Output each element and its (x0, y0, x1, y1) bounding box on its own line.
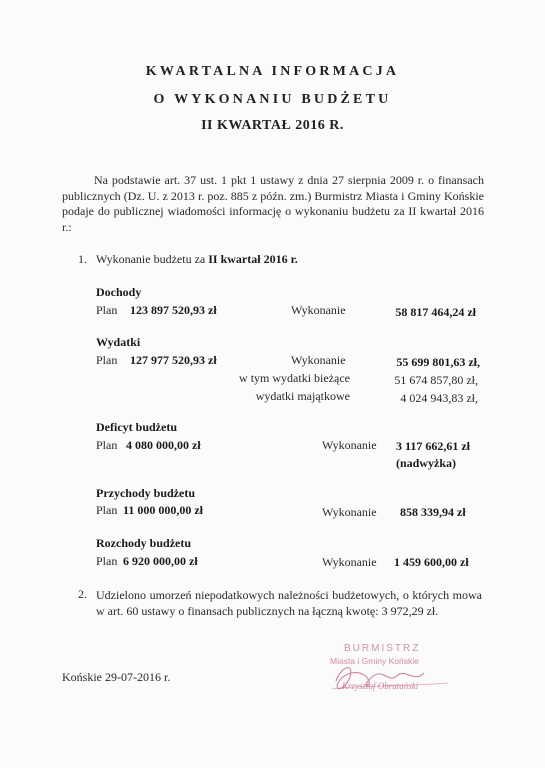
dochody-exec-label: Wykonanie (291, 303, 346, 317)
rozchody-plan-value: 6 920 000,00 zł (123, 554, 198, 568)
wydatki-heading: Wydatki (96, 335, 141, 349)
wydatki-majatkowe-label: wydatki majątkowe (255, 389, 350, 403)
dochody-plan-value: 123 897 520,93 zł (130, 303, 217, 317)
item1-text-bold: II kwartał 2016 r. (208, 252, 298, 266)
rozchody-plan-label: Plan (96, 554, 118, 568)
wydatki-biezace-label: w tym wydatki bieżące (239, 371, 350, 385)
item1-text (96, 252, 298, 267)
przychody-exec-label: Wykonanie (322, 505, 377, 519)
wydatki-biezace-value: 51 674 857,80 zł, (394, 373, 478, 387)
document-title-line2: O WYKONANIU BUDŻETU (153, 92, 392, 107)
deficyt-exec-value: 3 117 662,61 zł (396, 439, 470, 453)
item1-number: 1. (78, 252, 87, 266)
dochody-exec-value: 58 817 464,24 zł (395, 305, 476, 319)
dochody-plan-label: Plan (96, 303, 118, 317)
wydatki-majatkowe-value: 4 024 943,83 zł, (400, 391, 478, 405)
stamp-line2: Miasta i Gminy Końskie (330, 656, 419, 666)
przychody-heading: Przychody budżetu (96, 486, 195, 500)
przychody-plan-value: 11 000 000,00 zł (123, 503, 203, 517)
stamp-title: BURMISTRZ (344, 643, 421, 654)
item2-text: Udzielono umorzeń niepodatkowych należności budżetowych, o których mowa w art. 60 ustawy o finansach publicznych na łączną kwotę: 3 972,29 zł. (96, 588, 482, 618)
rozchody-exec-label: Wykonanie (322, 555, 377, 569)
document-title-line3: II KWARTAŁ 2016 R. (201, 118, 344, 133)
intro-text: Na podstawie art. 37 ust. 1 pkt 1 ustawy z dnia 27 sierpnia 2009 r. o finansach publicznych (Dz. U. z 2013 r. poz. 885 z późn. zm.) Burmistrz Miasta i Gminy Końskie podaje do publicznej wiadomości informację o wykonaniu budżetu za II kwartał 2016 r.: (62, 173, 484, 234)
official-stamp (330, 643, 460, 695)
deficyt-heading: Deficyt budżetu (96, 420, 177, 434)
wydatki-exec-label: Wykonanie (291, 353, 346, 367)
rozchody-exec-value: 1 459 600,00 zł (394, 555, 469, 569)
rozchody-heading: Rozchody budżetu (96, 536, 192, 550)
deficyt-exec-label: Wykonanie (322, 438, 377, 452)
stamp-signature-name: Krzysztof Obratański (342, 681, 419, 691)
przychody-exec-value: 858 339,94 zł (400, 505, 466, 519)
deficyt-plan-label: Plan (96, 438, 118, 452)
wydatki-exec-value: 55 699 801,63 zł, (396, 355, 480, 369)
deficyt-plan-value: 4 080 000,00 zł (126, 438, 201, 452)
dochody-heading: Dochody (96, 285, 142, 299)
item1-text-prefix: Wykonanie budżetu za (96, 252, 209, 266)
przychody-plan-label: Plan (96, 503, 118, 517)
deficyt-note: (nadwyżka) (396, 456, 457, 470)
document-title-line1: KWARTALNA INFORMACJA (145, 64, 400, 79)
wydatki-plan-value: 127 977 520,93 zł (130, 353, 217, 367)
item2-number: 2. (78, 587, 87, 601)
place-date: Końskie 29-07-2016 r. (62, 670, 171, 684)
wydatki-plan-label: Plan (96, 353, 118, 367)
signature-scribble (328, 659, 458, 699)
intro-paragraph (62, 173, 484, 235)
